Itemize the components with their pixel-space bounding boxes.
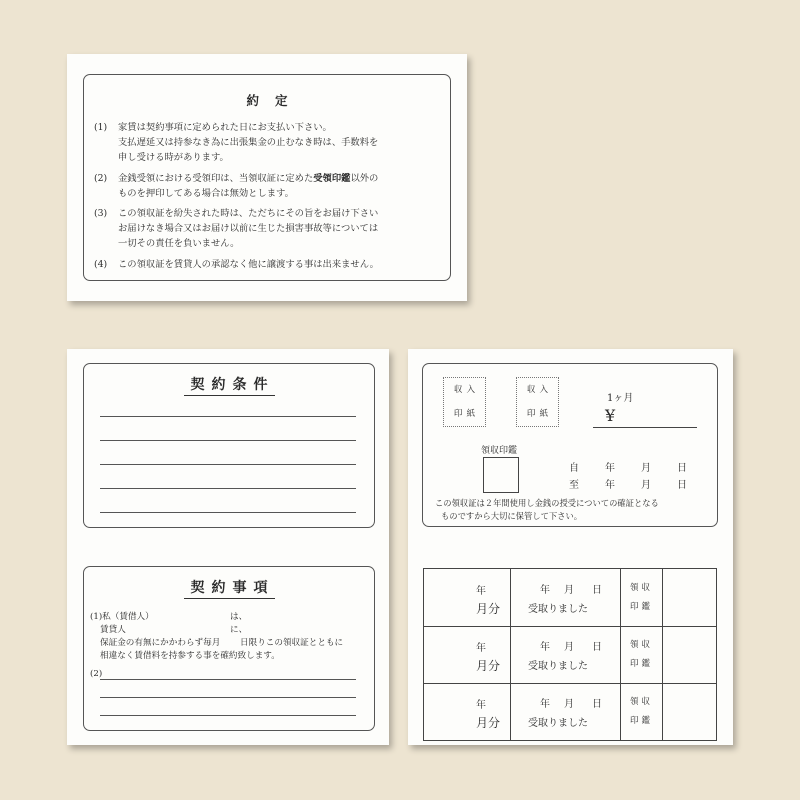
terms-text-b: 日限りこの領収証とともに xyxy=(240,638,344,648)
day-label: 日 xyxy=(677,480,687,491)
terms-line xyxy=(90,624,343,637)
clause-line: お届けなき場合又はお届け以前に生じた損害事故等については xyxy=(118,223,379,235)
payment-row xyxy=(424,626,716,684)
payment-row xyxy=(424,683,716,740)
write-line xyxy=(100,679,356,680)
seal-label: 領収 xyxy=(630,640,654,650)
clause-line: この領収証を賃貸人の承認なく他に譲渡する事は出来ません。 xyxy=(118,258,379,270)
conditions-title xyxy=(84,374,374,396)
conditions-title-text: 契約条件 xyxy=(184,374,275,396)
month-label: 月 xyxy=(564,699,574,710)
clause-line: ものを押印してある場合は無効とします。 xyxy=(118,187,294,199)
contract-card xyxy=(67,349,389,745)
clause-2 xyxy=(94,171,442,201)
year-label: 年 xyxy=(605,463,615,474)
write-line xyxy=(100,488,356,489)
terms-title xyxy=(84,577,374,599)
received-label: 受取りました xyxy=(528,604,588,615)
write-line xyxy=(100,440,356,441)
clause-3 xyxy=(94,206,442,252)
write-line xyxy=(100,715,356,716)
receipt-note xyxy=(435,497,659,523)
conditions-frame xyxy=(83,363,375,528)
clause-line xyxy=(118,171,442,186)
terms-ni: に、 xyxy=(230,625,248,635)
terms-title-text: 契約事項 xyxy=(184,577,275,599)
yakutei-card xyxy=(67,54,467,301)
receipt-seal-emphasis: 受領印鑑 xyxy=(313,172,351,184)
clause-list xyxy=(94,120,442,277)
revenue-stamp-box-2 xyxy=(516,377,559,427)
month-label: 月 xyxy=(641,480,651,491)
day-label: 日 xyxy=(592,585,602,596)
stamp-label: 印紙 xyxy=(526,409,553,419)
clause-number: (1) xyxy=(94,122,108,133)
terms-line xyxy=(90,611,343,624)
stamp-label: 印紙 xyxy=(453,409,480,419)
clause-4 xyxy=(94,257,442,272)
note-line: この領収証は２年間使用し金銭の授受についての確証となる xyxy=(435,498,659,508)
clause-number: (2) xyxy=(94,172,108,184)
clause-number: (3) xyxy=(94,208,108,220)
terms-text-a: 保証金の有無にかかわらず毎月 xyxy=(100,638,221,648)
year-label: 年 xyxy=(476,643,486,654)
write-line xyxy=(100,464,356,465)
seal-label: 印鑑 xyxy=(630,716,654,726)
month-portion-label: 月分 xyxy=(476,716,501,730)
clause-number: (4) xyxy=(94,258,108,270)
write-line xyxy=(100,512,356,513)
yakutei-frame xyxy=(83,74,451,281)
stamp-label: 収入 xyxy=(453,385,480,395)
item-2-label: (2) xyxy=(90,669,103,679)
year-label: 年 xyxy=(476,700,486,711)
terms-line: 相違なく賃借料を持参する事を確約致します。 xyxy=(100,651,280,661)
seal-label: 領収印鑑 xyxy=(481,446,518,456)
clause-line: 一切その責任を負いません。 xyxy=(118,238,240,250)
write-line xyxy=(100,697,356,698)
terms-wa: は、 xyxy=(230,612,248,622)
seal-box xyxy=(483,457,519,493)
seal-label: 印鑑 xyxy=(630,659,654,669)
note-line: ものですから大切に保管して下さい。 xyxy=(441,511,583,521)
clause-1 xyxy=(94,120,442,166)
tenant-label: (1)私（賃借人） xyxy=(90,612,154,622)
day-label: 日 xyxy=(677,463,687,474)
year-label: 年 xyxy=(476,586,486,597)
year-label: 年 xyxy=(540,585,550,596)
seal-label: 印鑑 xyxy=(630,602,654,612)
clause-text: 以外の xyxy=(350,172,379,184)
landlord-label: 賃貸人 xyxy=(100,625,126,635)
payment-row xyxy=(424,569,716,627)
payment-grid xyxy=(423,568,717,741)
receipt-frame xyxy=(422,363,718,527)
received-label: 受取りました xyxy=(528,718,588,729)
clause-line: 家賃は契約事項に定められた日にお支払い下さい。 xyxy=(118,122,332,133)
month-portion-label: 月分 xyxy=(476,659,501,673)
terms-line xyxy=(90,637,343,650)
write-line xyxy=(100,416,356,417)
stamp-label: 収入 xyxy=(526,385,553,395)
terms-text xyxy=(90,611,343,663)
terms-frame xyxy=(83,566,375,731)
month-portion-label: 月分 xyxy=(476,602,501,616)
to-date-row xyxy=(569,476,709,490)
yen-sign: ¥ xyxy=(605,406,616,425)
month-label: 月 xyxy=(564,585,574,596)
period-label: 1ヶ月 xyxy=(607,393,634,404)
to-label: 至 xyxy=(569,480,579,491)
clause-text: 金銭受領における受領印は、当領収証に定めた xyxy=(118,172,314,184)
year-label: 年 xyxy=(540,699,550,710)
clause-line: この領収証を紛失された時は、ただちにその旨をお届け下さい xyxy=(118,208,379,220)
month-label: 月 xyxy=(564,642,574,653)
year-label: 年 xyxy=(540,642,550,653)
day-label: 日 xyxy=(592,642,602,653)
yakutei-title: 約定 xyxy=(246,93,304,108)
year-label: 年 xyxy=(605,480,615,491)
clause-line: 申し受ける時があります。 xyxy=(118,152,229,164)
from-date-row xyxy=(569,459,709,473)
seal-label: 領収 xyxy=(630,583,654,593)
received-label: 受取りました xyxy=(528,661,588,672)
receipt-card xyxy=(408,349,733,745)
seal-label: 領収 xyxy=(630,697,654,707)
clause-line: 支払遅延又は持参なき為に出張集金の止むなき時は、手数料を xyxy=(118,137,379,149)
month-label: 月 xyxy=(641,463,651,474)
from-label: 自 xyxy=(569,463,579,474)
amount-line xyxy=(593,427,697,428)
day-label: 日 xyxy=(592,699,602,710)
revenue-stamp-box-1 xyxy=(443,377,486,427)
